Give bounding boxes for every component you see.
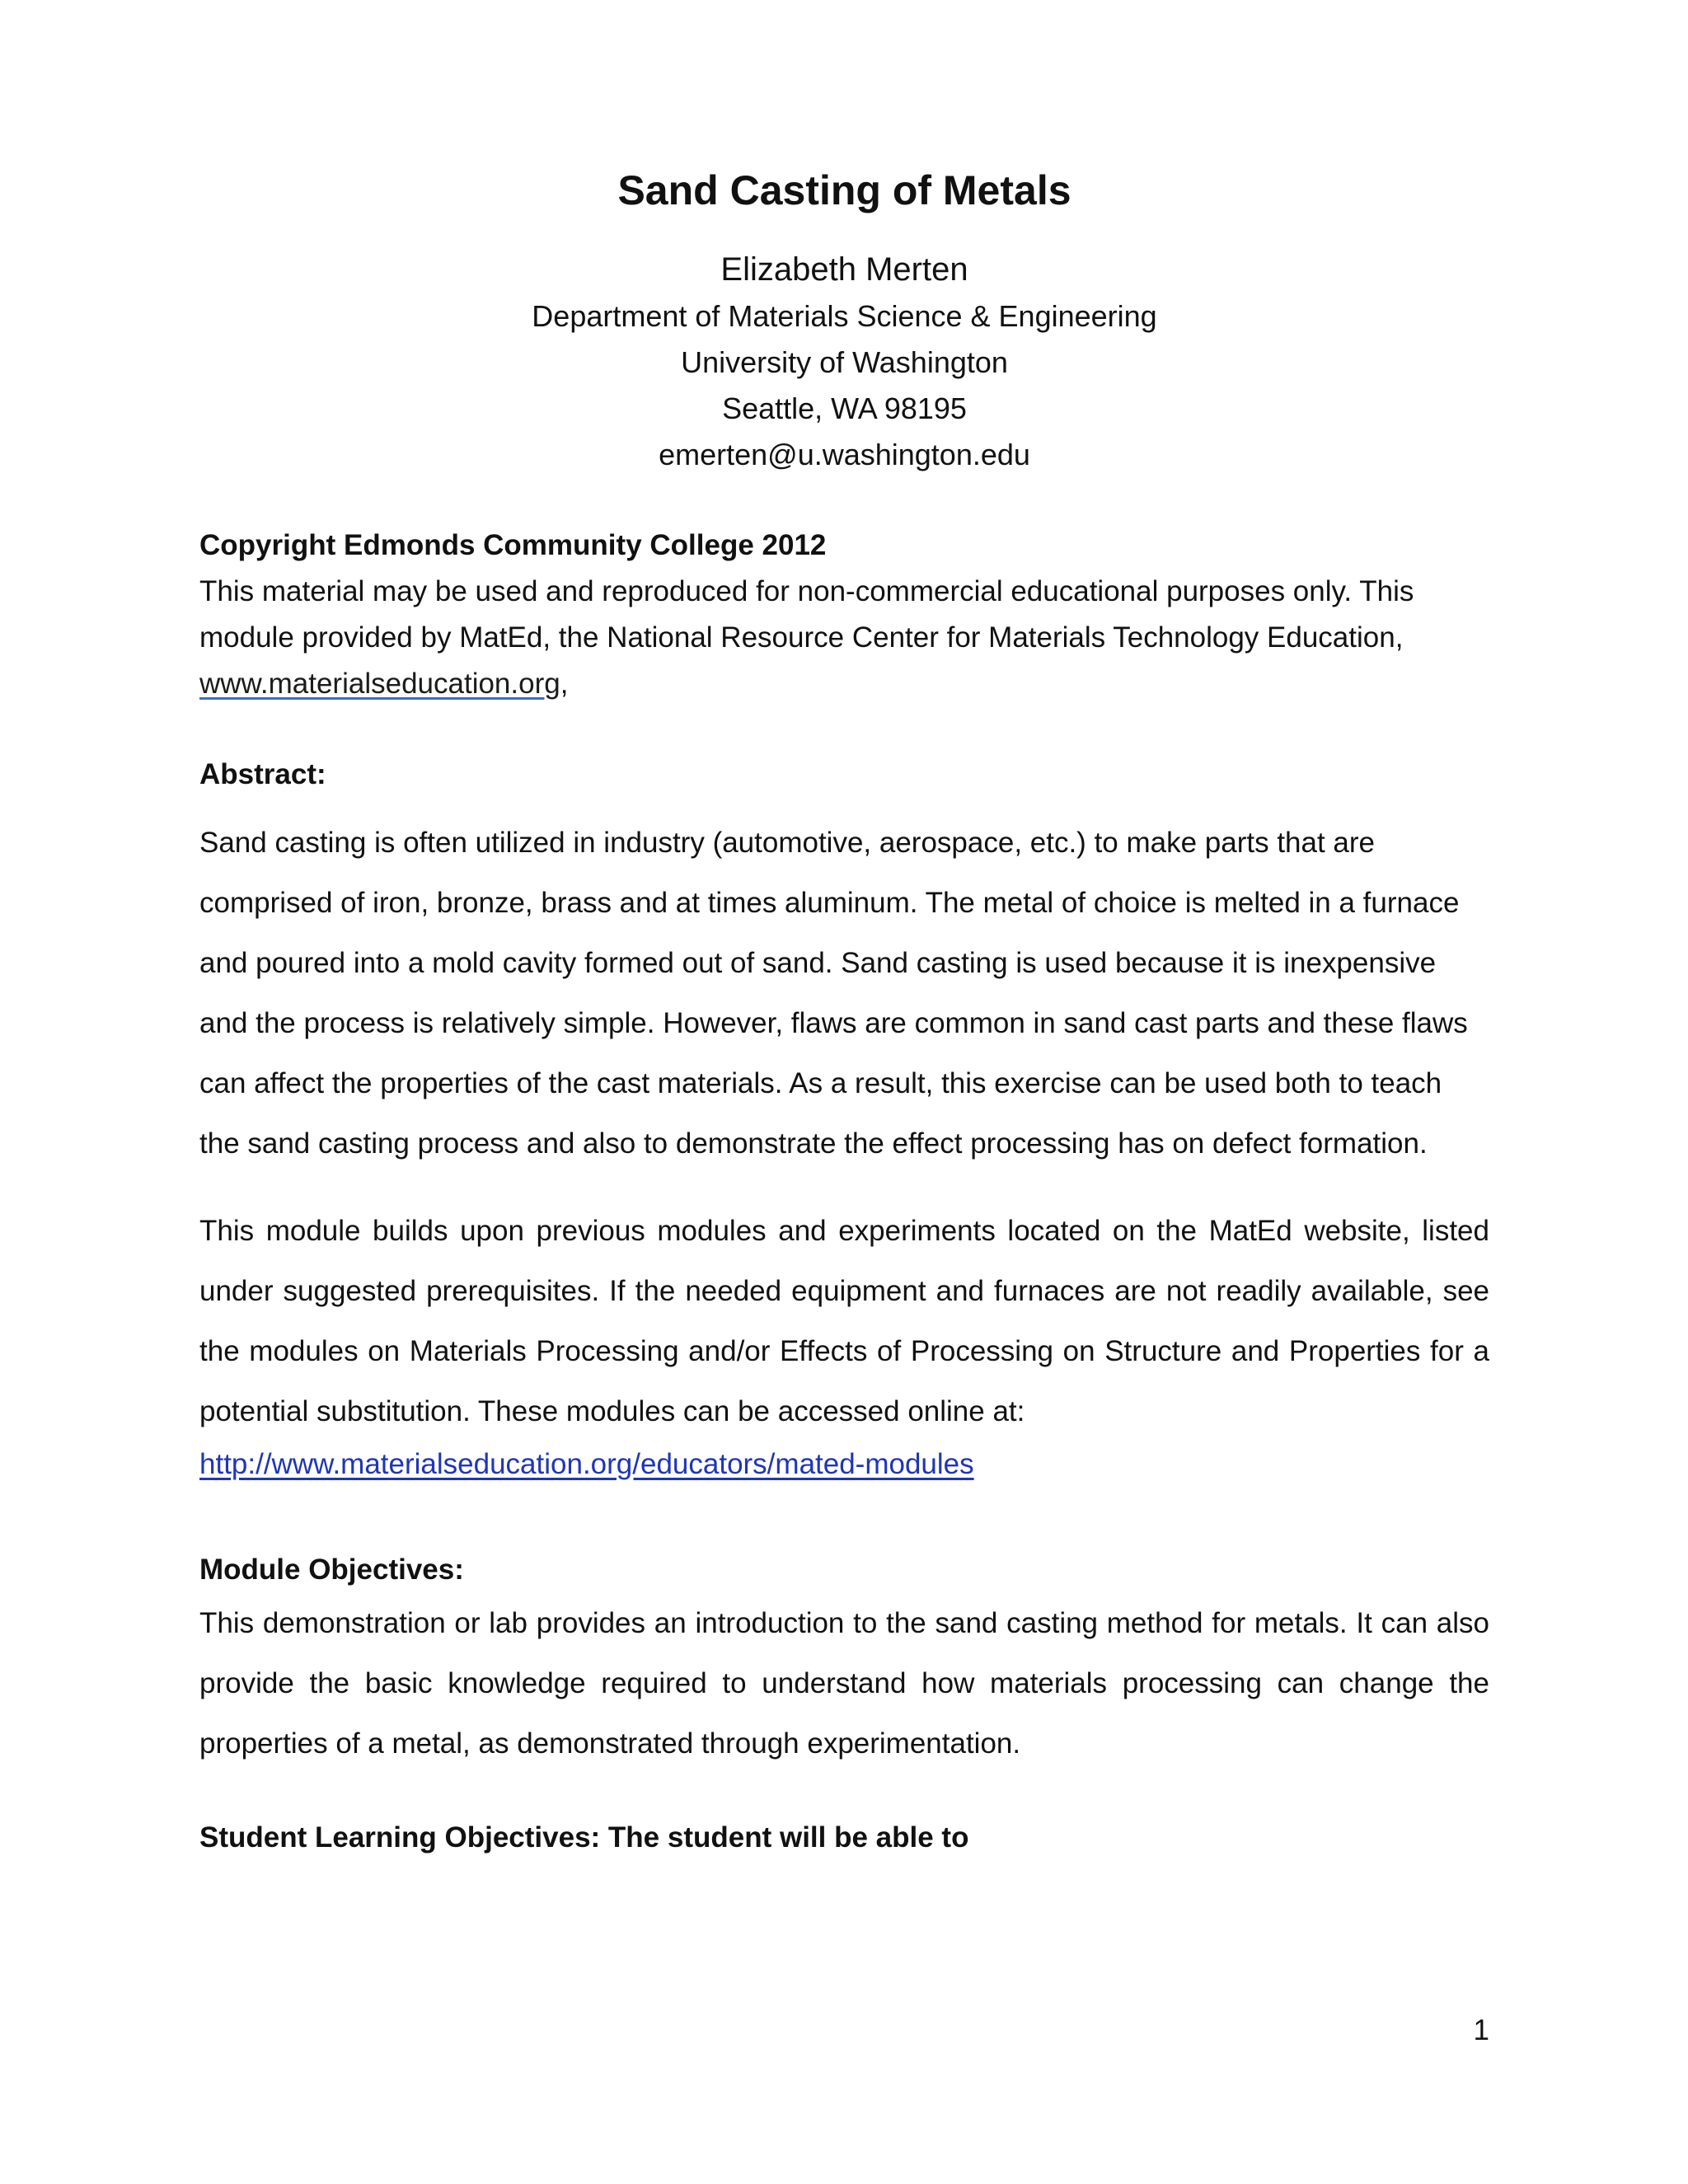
student-learning-objectives-heading: Student Learning Objectives: The student will be able to [199,1821,969,1854]
author-department: Department of Materials Science & Engineering [532,299,1157,333]
mated-modules-link[interactable]: http://www.materialseducation.org/educators/mated-modules [199,1448,974,1480]
spacer [199,798,1489,813]
modules-link-line [199,1441,1489,1488]
copyright-paragraph [199,569,1489,707]
author-email: emerten@u.washington.edu [659,438,1030,471]
abstract-heading: Abstract: [199,758,326,790]
spacer [199,1174,1489,1201]
module-objectives-heading: Module Objectives: [199,1554,464,1586]
author-university: University of Washington [681,345,1008,379]
document-title: Sand Casting of Metals [617,167,1071,213]
spacer [199,1488,1489,1547]
abstract-paragraph-1: Sand casting is often utilized in industry (automotive, aerospace, etc.) to make parts that are comprised of iron, bronze, brass and at times aluminum. The metal of choice is melted in a furnace and poured into a mold cavity formed out of sand. Sand casting is used because it is inexpensive and the process is relatively simple. However, flaws are common in sand cast parts and these flaws can affect the properties of the cast materials. As a result, this exercise can be used both to teach the sand casting process and also to demonstrate the effect processing has on defect formation. [199,827,1468,1160]
page-number: 1 [1473,2014,1489,2046]
abstract-paragraph-2: This module builds upon previous modules and experiments located on the MatEd website, listed under suggested prerequisites. If the needed equipment and furnaces are not readily available, see the modules on Materials Processing and/or Effects of Processing on Structure and Properties for a potential substitution. These modules can be accessed online at: [199,1215,1489,1427]
module-objectives-paragraph: This demonstration or lab provides an introduction to the sand casting method for metals. It can also provide the basic knowledge required to understand how materials processing can change the properties of a metal, as demonstrated through experimentation. [199,1607,1489,1760]
spacer [199,1774,1489,1815]
author-name: Elizabeth Merten [720,251,968,288]
materials-education-link[interactable]: www.materialseducation.org [199,668,560,700]
spacer [199,707,1489,752]
spacer [199,478,1489,523]
copyright-heading: Copyright Edmonds Community College 2012 [199,529,827,561]
document-content [199,157,1489,1861]
author-location: Seattle, WA 98195 [722,391,967,425]
copyright-trailing-punctuation: , [560,668,569,700]
copyright-text: This material may be used and reproduced for non-commercial educational purposes only. This module provided by MatEd, the National Resource Center for Materials Technology Education, [199,575,1414,654]
